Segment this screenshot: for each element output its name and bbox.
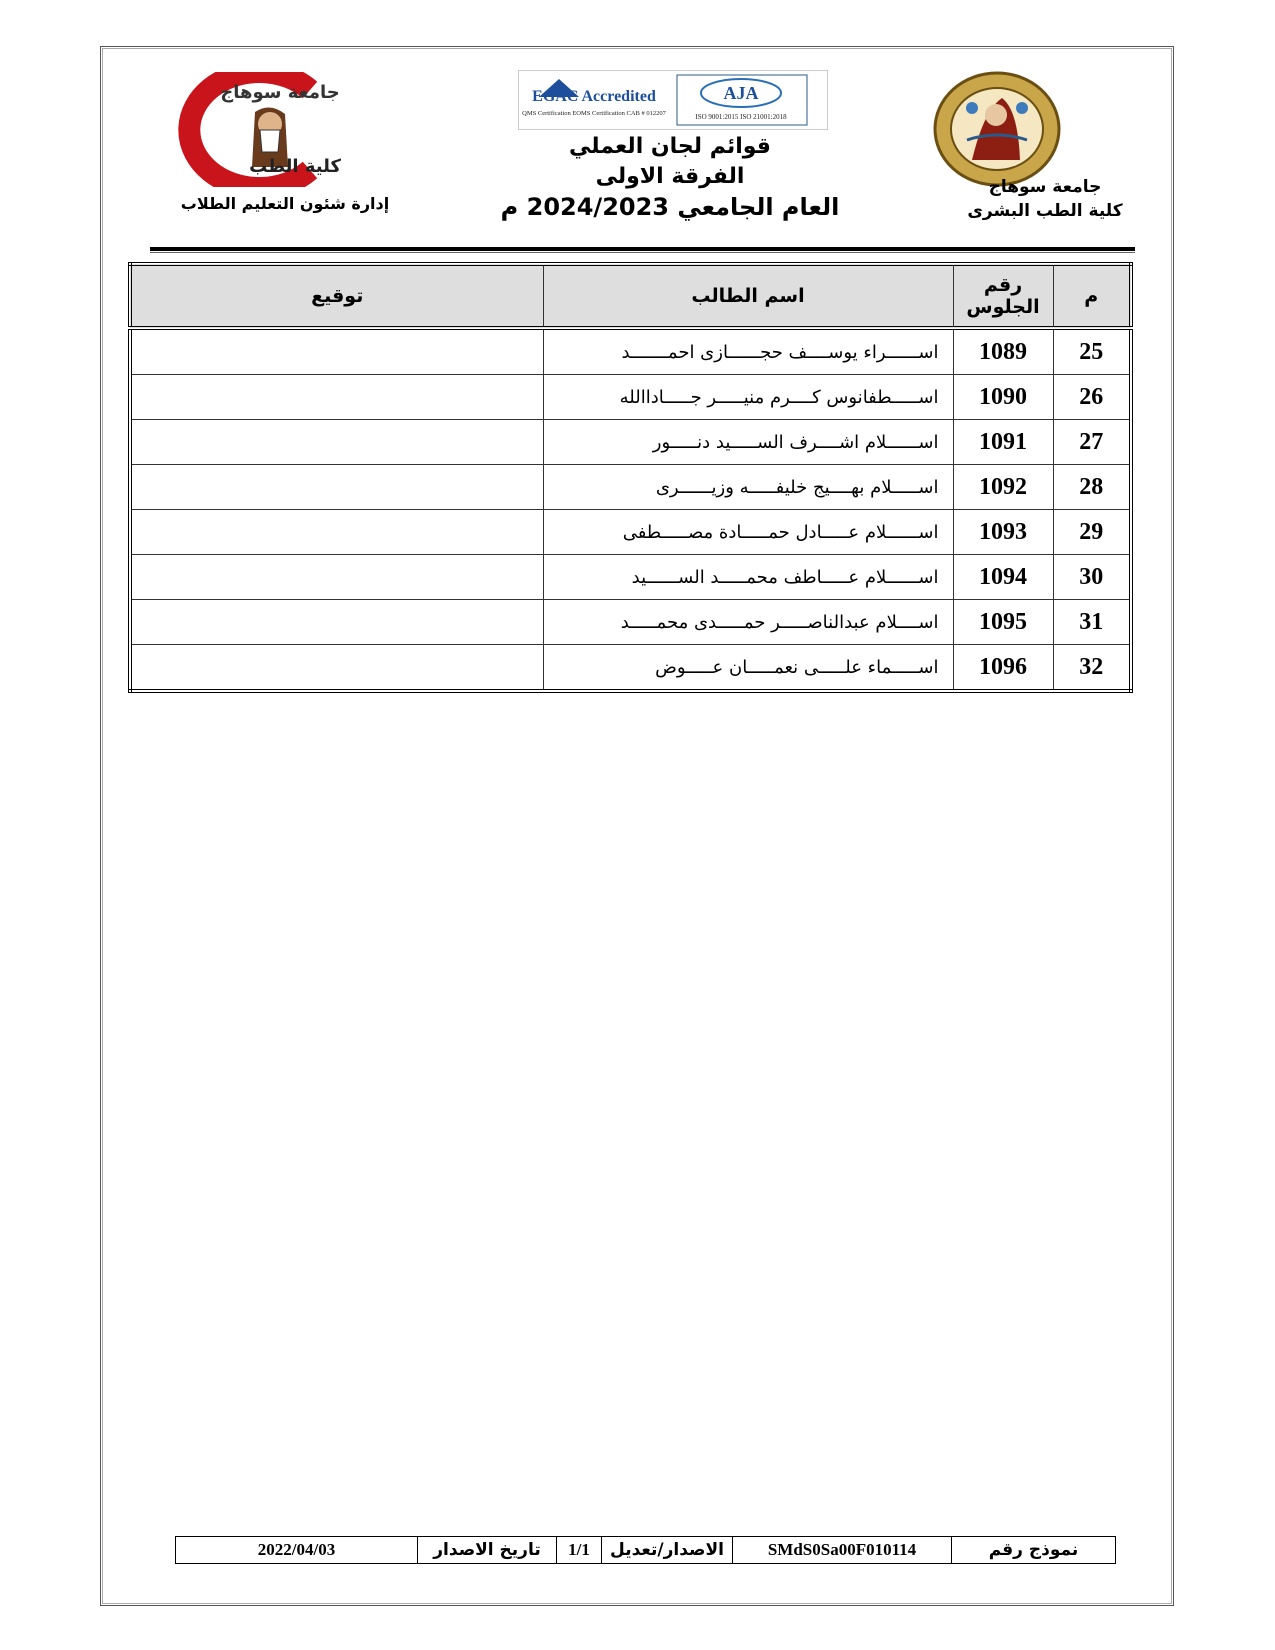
edition-label: الاصدار/تعديل <box>601 1537 732 1563</box>
cell-seat-number: 1094 <box>953 555 1053 600</box>
table-row <box>130 328 1131 375</box>
cell-serial: 30 <box>1053 555 1131 600</box>
cell-seat-number: 1090 <box>953 375 1053 420</box>
cell-serial: 31 <box>1053 600 1131 645</box>
cell-seat-number: 1093 <box>953 510 1053 555</box>
cell-serial: 27 <box>1053 420 1131 465</box>
svg-text:EGAC Accredited: EGAC Accredited <box>532 88 656 105</box>
cell-serial: 29 <box>1053 510 1131 555</box>
table-row <box>130 375 1131 420</box>
cell-signature[interactable] <box>130 645 543 692</box>
cell-seat-number: 1092 <box>953 465 1053 510</box>
issue-date-label: تاريخ الاصدار <box>417 1537 556 1563</box>
svg-text:ISO 9001:2015 ISO 21001:2018: ISO 9001:2015 ISO 21001:2018 <box>695 113 787 121</box>
table-row <box>130 600 1131 645</box>
cell-student-name: اســــــراء يوســــف حجــــــازى احمـــــــد <box>543 328 953 375</box>
university-name: جامعة سوهاج <box>988 177 1102 197</box>
student-roster-table <box>128 262 1133 693</box>
table-row <box>130 555 1131 600</box>
svg-text:كلية الطب: كلية الطب <box>249 156 341 177</box>
svg-text:QMS Certification EOMS Certifi: QMS Certification EOMS Certification CAB # 012207 <box>522 110 666 117</box>
issue-date: 2022/04/03 <box>257 1540 336 1559</box>
form-number: SMdS0Sa00F010114 <box>732 1537 951 1563</box>
table-header-row <box>130 264 1131 328</box>
cell-student-name: اســــــلام عـــــادل حمـــــادة مصـــــطفى <box>543 510 953 555</box>
column-header-seat: رقم الجلوس <box>953 264 1053 328</box>
cell-signature[interactable] <box>130 555 543 600</box>
header-divider <box>150 247 1135 251</box>
column-header-serial: م <box>1053 264 1131 328</box>
university-seal-logo <box>932 70 1062 188</box>
faculty-logo <box>160 72 350 187</box>
table-row <box>130 465 1131 510</box>
university-name-block <box>960 175 1130 223</box>
cell-student-name: اســــــلام اشــــرف الســـــيد دنـــــور <box>543 420 953 465</box>
svg-text:AJA: AJA <box>723 83 759 103</box>
header-divider-thin <box>150 252 1135 253</box>
column-header-name: اسم الطالب <box>543 264 953 328</box>
cell-serial: 26 <box>1053 375 1131 420</box>
faculty-name: كلية الطب البشرى <box>967 201 1123 221</box>
cell-student-name: اســـــماء علـــــى نعمـــــان عـــــوض <box>543 645 953 692</box>
cell-seat-number: 1089 <box>953 328 1053 375</box>
cell-signature[interactable] <box>130 465 543 510</box>
cell-serial: 32 <box>1053 645 1131 692</box>
document-title: قوائم لجان العملي <box>569 134 771 159</box>
logo-lettering: جامعة سوهاج <box>220 82 340 103</box>
certification-strip <box>518 70 828 130</box>
academic-year: العام الجامعي 2024/2023 م <box>500 193 840 221</box>
column-header-signature: توقيع <box>130 264 543 328</box>
cell-signature[interactable] <box>130 600 543 645</box>
cell-signature[interactable] <box>130 510 543 555</box>
form-footer <box>175 1536 1116 1564</box>
cell-signature[interactable] <box>130 375 543 420</box>
certification-logos <box>519 71 827 129</box>
cell-student-name: اســــلام عبدالناصـــــر حمـــــدى محمـــــد <box>543 600 953 645</box>
cell-seat-number: 1095 <box>953 600 1053 645</box>
department-name: إدارة شئون التعليم الطلاب <box>180 194 390 213</box>
edition-value: 1/1 <box>556 1537 601 1563</box>
cell-student-name: اســــــلام عـــــاطف محمـــــد الســــــيد <box>543 555 953 600</box>
document-title-block <box>470 132 870 222</box>
table-row <box>130 420 1131 465</box>
year-group: الفرقة الاولى <box>595 164 745 189</box>
cell-seat-number: 1091 <box>953 420 1053 465</box>
cell-student-name: اســـــطفانوس كــــرم منيـــــر جـــــاداالله <box>543 375 953 420</box>
table-row <box>130 510 1131 555</box>
cell-student-name: اســـــلام بهــــيج خليفـــــه وزيــــــرى <box>543 465 953 510</box>
cell-serial: 28 <box>1053 465 1131 510</box>
cell-signature[interactable] <box>130 328 543 375</box>
table-row <box>130 645 1131 692</box>
cell-seat-number: 1096 <box>953 645 1053 692</box>
form-number-label: نموذج رقم <box>951 1537 1115 1563</box>
cell-signature[interactable] <box>130 420 543 465</box>
cell-serial: 25 <box>1053 328 1131 375</box>
table-body <box>130 328 1131 691</box>
